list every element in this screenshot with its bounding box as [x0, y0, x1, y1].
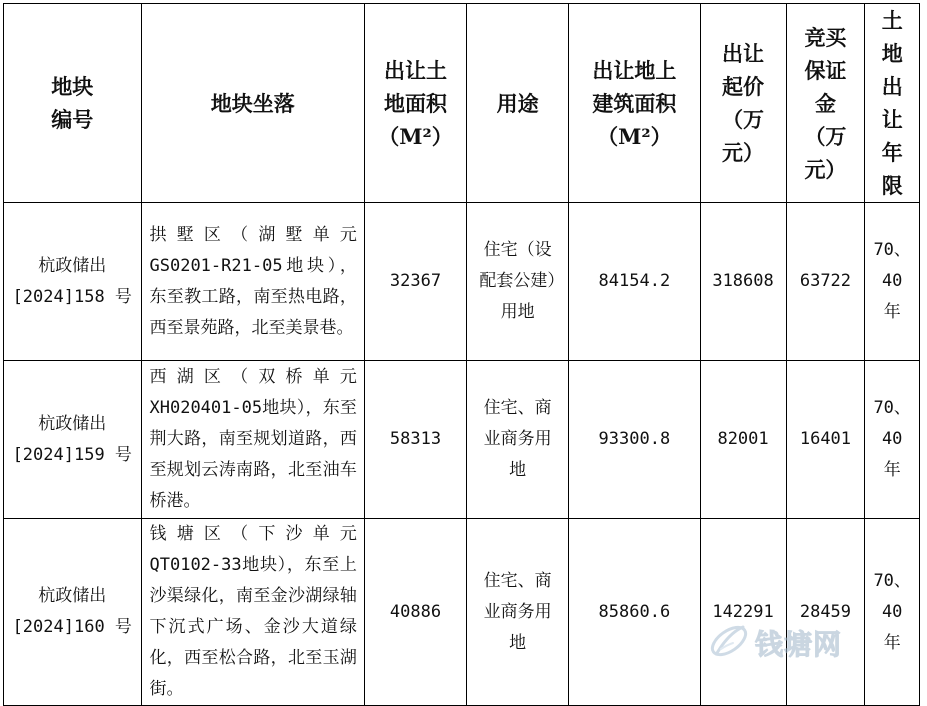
cell-location: 钱塘区（下沙单元QT0102-33地块），东至上沙渠绿化，南至金沙湖绿轴下沉式广场、金沙大道绿化，西至松合路，北至玉湖街。 [141, 519, 364, 706]
cell-use: 住宅、商业商务用地 [467, 519, 569, 706]
cell-land-area: 32367 [364, 203, 466, 361]
header-build-area: 出让地上 建筑面积 （M²） [569, 4, 700, 203]
cell-use: 住宅（设配套公建）用地 [467, 203, 569, 361]
table-row [4, 361, 920, 519]
cell-start-price: 318608 [700, 203, 786, 361]
cell-term: 70、 40 年 [865, 519, 920, 706]
cell-start-price: 142291 [700, 519, 786, 706]
header-land-area: 出让土 地面积 （M²） [364, 4, 466, 203]
site-watermark [707, 617, 867, 669]
cell-use: 住宅、商业商务用地 [467, 361, 569, 519]
cell-parcel-id: 杭政储出 [2024]160 号 [4, 519, 142, 706]
cell-build-area: 85860.6 [569, 519, 700, 706]
cell-start-price: 82001 [700, 361, 786, 519]
header-start-price: 出让 起价 （万 元） [700, 4, 786, 203]
cell-deposit: 63722 [786, 203, 865, 361]
header-parcel-id: 地块 编号 [4, 4, 142, 203]
table-row [4, 203, 920, 361]
leaf-logo-icon [707, 619, 751, 668]
cell-build-area: 84154.2 [569, 203, 700, 361]
cell-location: 西湖区（双桥单元XH020401-05地块），东至荆大路，南至规划道路，西至规划云涛南路，北至油车桥港。 [141, 361, 364, 519]
header-use: 用途 [467, 4, 569, 203]
cell-land-area: 40886 [364, 519, 466, 706]
cell-parcel-id: 杭政储出 [2024]158 号 [4, 203, 142, 361]
cell-deposit: 16401 [786, 361, 865, 519]
cell-deposit: 28459 [786, 519, 865, 706]
header-location: 地块坐落 [141, 4, 364, 203]
table-header-row [4, 4, 920, 203]
land-transfer-table [3, 3, 920, 706]
cell-term: 70、 40 年 [865, 203, 920, 361]
watermark-text: 钱塘网 [755, 628, 843, 661]
header-deposit: 竞买 保证 金 （万 元） [786, 4, 865, 203]
cell-location: 拱墅区（湖墅单元GS0201-R21-05地块），东至教工路，南至热电路，西至景苑路，北至美景巷。 [141, 203, 364, 361]
cell-build-area: 93300.8 [569, 361, 700, 519]
table-row [4, 519, 920, 706]
header-term: 土 地 出 让 年 限 [865, 4, 920, 203]
cell-parcel-id: 杭政储出 [2024]159 号 [4, 361, 142, 519]
cell-term: 70、 40 年 [865, 361, 920, 519]
cell-land-area: 58313 [364, 361, 466, 519]
